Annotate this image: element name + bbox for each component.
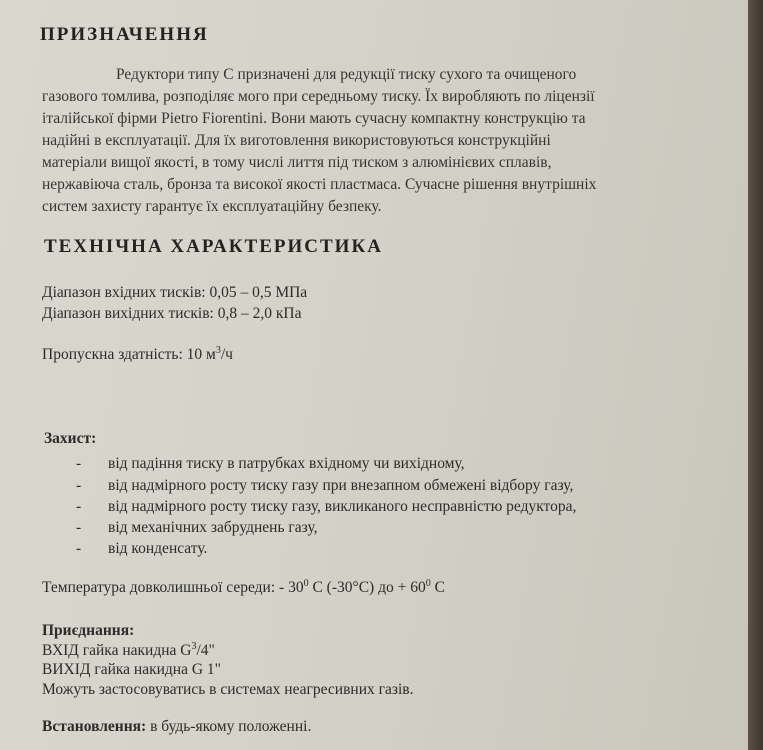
inlet-connection-suffix: /4" — [196, 642, 215, 660]
temperature-text: Температура довколишньої середи: - 30 — [42, 579, 304, 597]
list-bullet: - — [76, 519, 82, 536]
purpose-heading: ПРИЗНАЧЕННЯ — [40, 24, 209, 45]
purpose-line: систем захисту гарантує їх експлуатаційну безпеку. — [42, 198, 382, 215]
flow-capacity — [42, 345, 233, 364]
degree-mark: 0 — [425, 578, 431, 589]
inlet-connection-fraction: 3 — [191, 641, 197, 652]
protection-item: від падіння тиску в патрубках вхідному чи вихідному, — [108, 455, 465, 472]
purpose-line: надійні в експлуатації. Для їх виготовлення використовуються конструкційні — [42, 132, 551, 149]
purpose-line: матеріали вищої якості, в тому числі лиття під тиском з алюмінієвих сплавів, — [42, 154, 552, 171]
protection-item: від механічних забруднень газу, — [108, 519, 318, 536]
page-edge — [748, 0, 763, 750]
installation-label: Встановлення: — [42, 718, 147, 735]
installation-value: в будь-якому положенні. — [146, 718, 312, 735]
purpose-line: нержавіюча сталь, бронза та високої якості пластмаса. Сучасне рішення внутрішніх — [42, 176, 597, 193]
protection-label: Захист: — [44, 430, 97, 447]
outlet-connection: ВИХІД гайка накидна G 1" — [42, 661, 221, 678]
purpose-line: газового томлива, розподіляє мого при середньому тиску. Їх виробляють по ліцензії — [42, 88, 595, 105]
degree-mark: 0 — [303, 578, 309, 589]
installation — [42, 718, 311, 736]
protection-item: від конденсату. — [108, 540, 208, 557]
flow-capacity-text: Пропускна здатність: 10 м — [42, 346, 216, 364]
specs-heading: ТЕХНІЧНА ХАРАКТЕРИСТИКА — [44, 236, 383, 257]
purpose-line: Редуктори типу С призначені для редукції тиску сухого та очищеного — [116, 66, 577, 83]
list-bullet: - — [76, 498, 82, 515]
list-bullet: - — [76, 455, 82, 472]
flow-capacity-exponent: 3 — [215, 345, 221, 356]
protection-item: від надмірного росту тиску газу, викликаного несправністю редуктора, — [108, 498, 577, 515]
inlet-connection — [42, 641, 215, 660]
flow-capacity-unit: /ч — [220, 346, 233, 364]
outlet-pressure-range: Діапазон вихідних тисків: 0,8 – 2,0 кПа — [42, 305, 302, 322]
inlet-connection-text: ВХІД гайка накидна G — [42, 642, 192, 660]
temperature-text: С — [430, 579, 445, 597]
list-bullet: - — [76, 477, 82, 494]
connections-label: Приєднання: — [42, 622, 135, 639]
inlet-pressure-range: Діапазон вхідних тисків: 0,05 – 0,5 МПа — [42, 284, 308, 301]
list-bullet: - — [76, 540, 82, 557]
ambient-temperature — [42, 578, 445, 597]
protection-item: від надмірного росту тиску газу при внезапном обмежені відбору газу, — [108, 477, 574, 494]
purpose-line: італійської фірми Pietro Fiorentini. Вони мають сучасну компактну конструкцію та — [42, 110, 586, 127]
gas-usage-note: Можуть застосовуватись в системах неагресивних газів. — [42, 681, 414, 698]
temperature-text: С (-30°С) до + 60 — [308, 579, 426, 597]
